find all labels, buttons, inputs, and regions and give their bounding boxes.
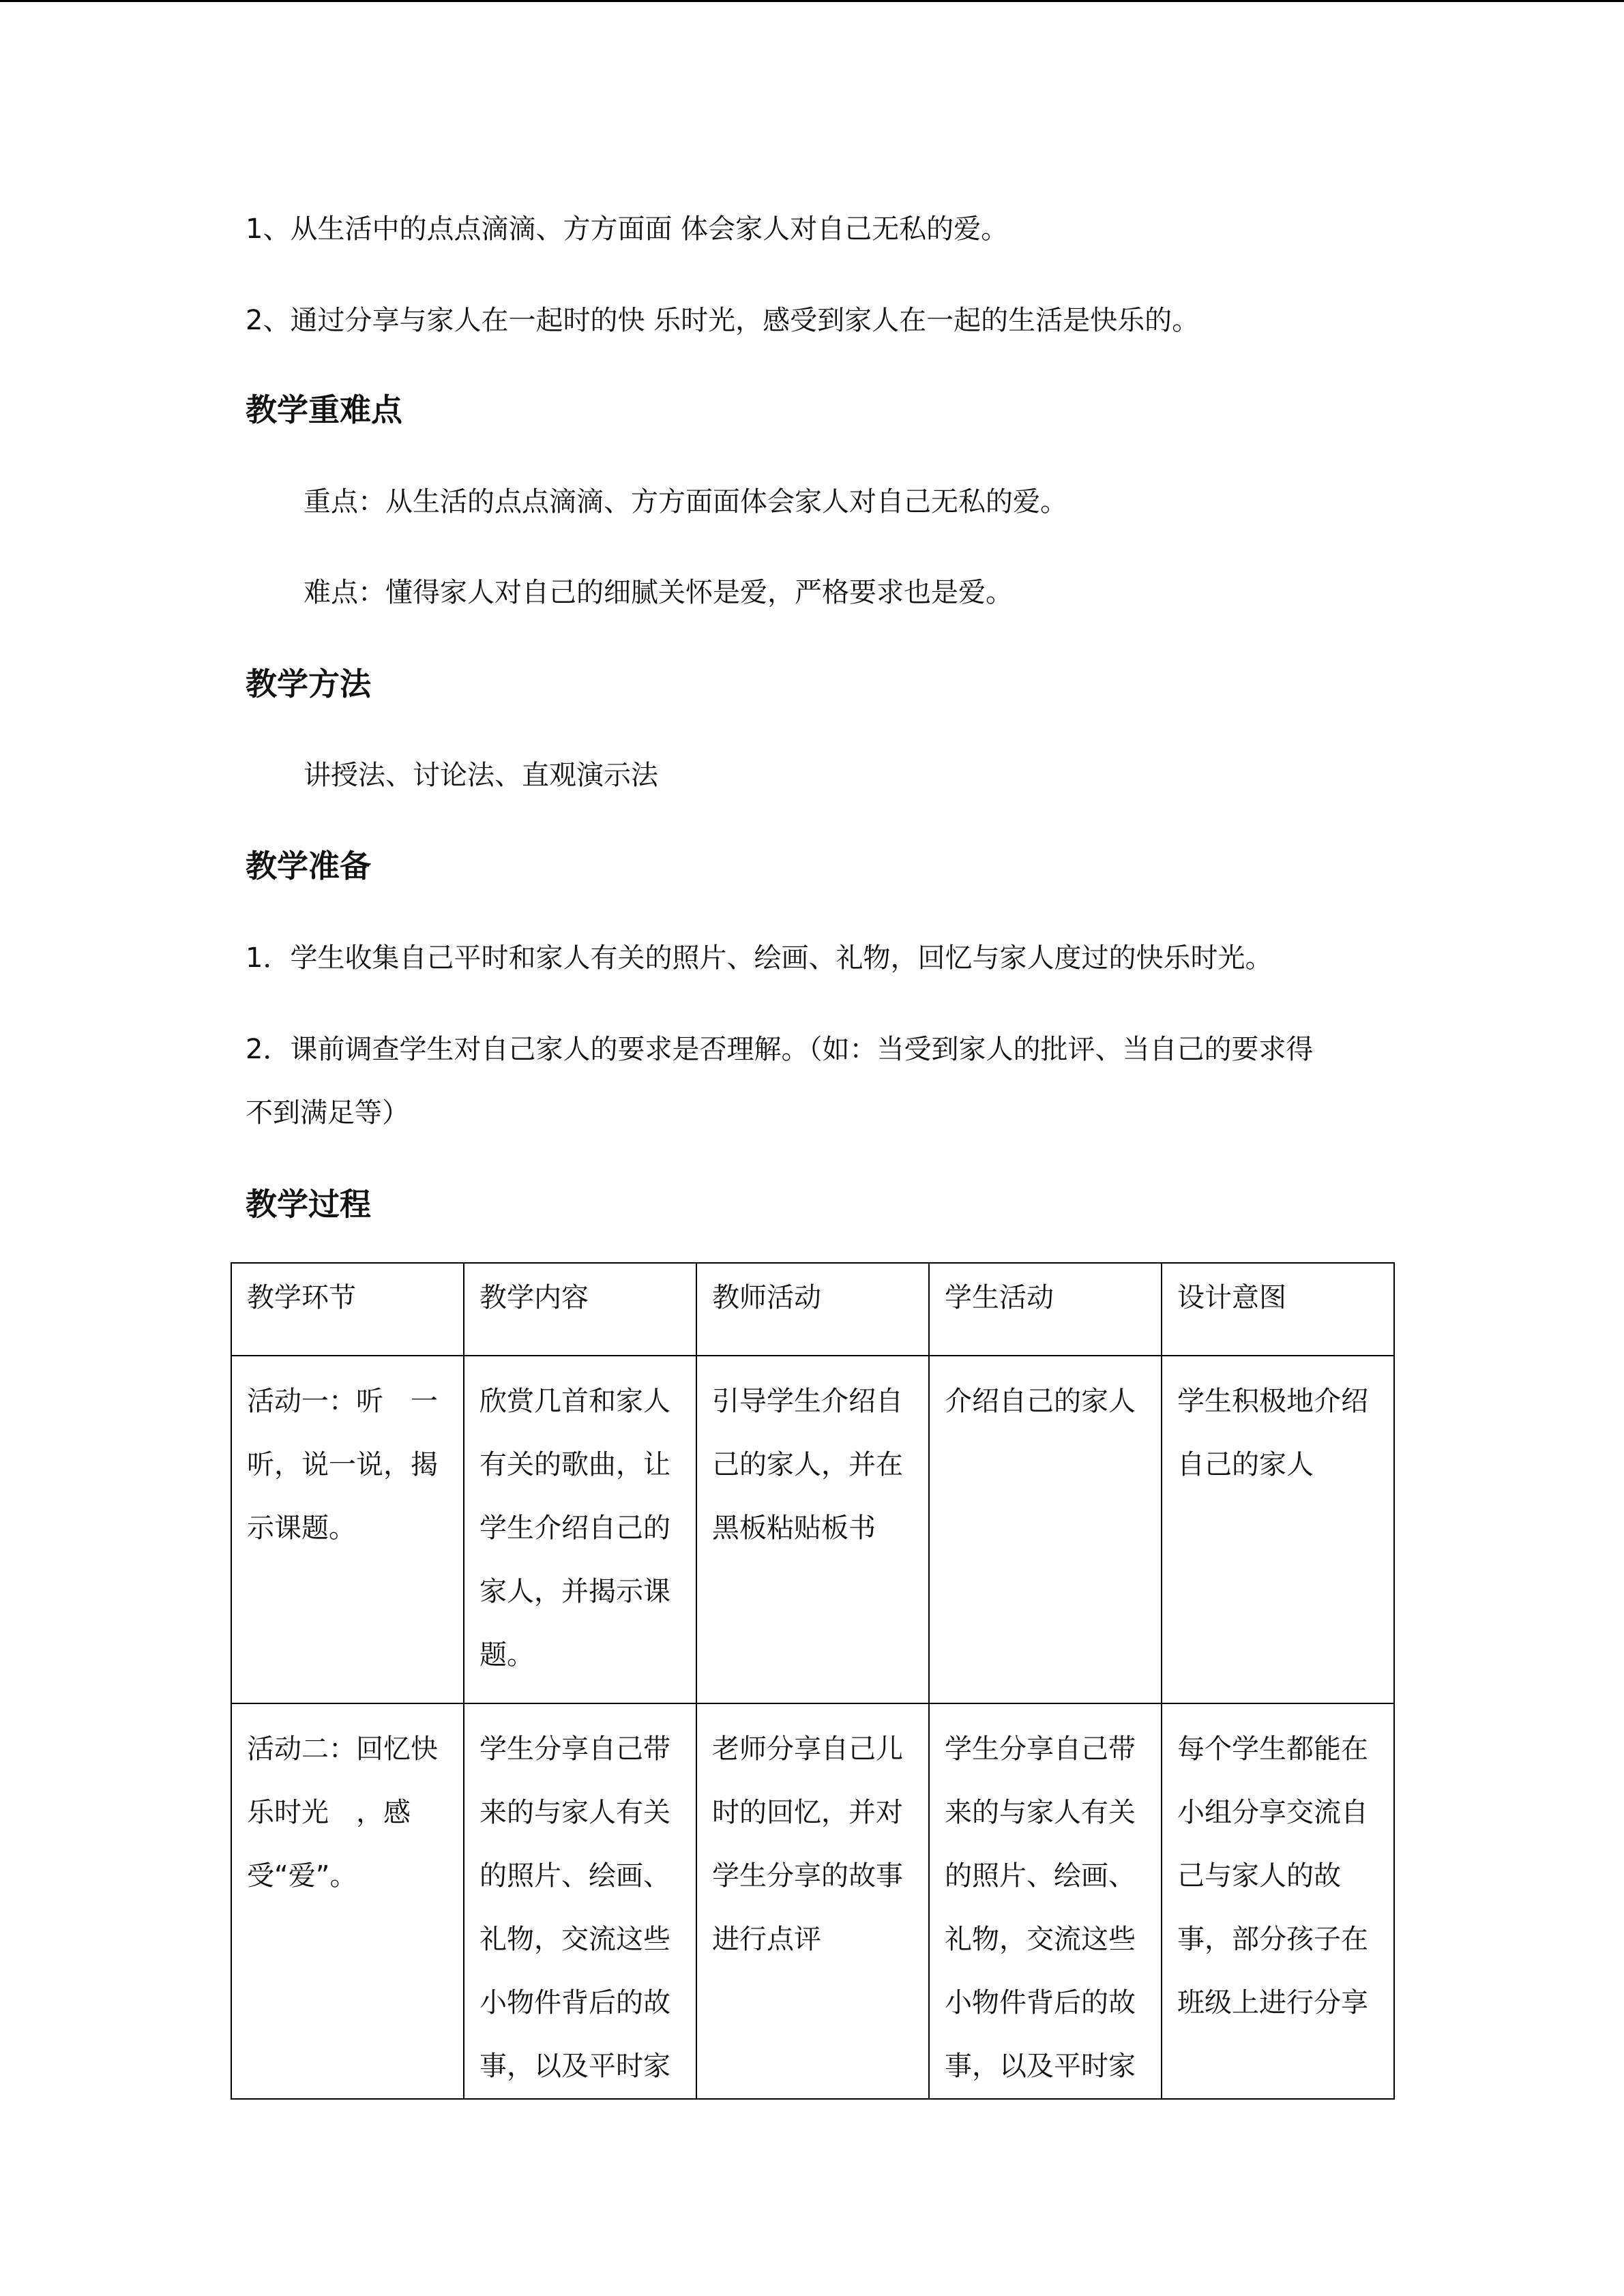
cell-teacher-activity: 老师分享自己儿时的回忆，并对学生分享的故事进行点评 (696, 1703, 929, 2099)
cell-student-activity: 介绍自己的家人 (929, 1356, 1162, 1703)
preparation-item-2-line-2: 不到满足等） (246, 1097, 409, 1129)
key-point-difficulty: 难点：懂得家人对自己的细腻关怀是爱，严格要求也是爱。 (304, 577, 1013, 608)
page-top-border (0, 0, 1624, 2)
cell-design-intent: 学生积极地介绍自己的家人 (1162, 1356, 1394, 1703)
header-stage: 教学环节 (231, 1263, 464, 1356)
key-point-focus: 重点：从生活的点点滴滴、方方面面体会家人对自己无私的爱。 (304, 486, 1067, 518)
cell-stage: 活动一：听 一听，说一说，揭示课题。 (231, 1356, 464, 1703)
header-student-activity: 学生活动 (929, 1263, 1162, 1356)
cell-content: 学生分享自己带来的与家人有关的照片、绘画、礼物，交流这些小物件背后的故事，以及平时家 (464, 1703, 696, 2099)
process-table (231, 1262, 1395, 2100)
header-teacher-activity: 教师活动 (696, 1263, 929, 1356)
preparation-heading: 教学准备 (246, 848, 371, 884)
objective-2: 2、通过分享与家人在一起时的快 乐时光，感受到家人在一起的生活是快乐的。 (246, 305, 1200, 336)
methods-text: 讲授法、讨论法、直观演示法 (304, 760, 658, 791)
objective-1: 1、从生活中的点点滴滴、方方面面 体会家人对自己无私的爱。 (246, 213, 1009, 245)
cell-content: 欣赏几首和家人有关的歌曲，让学生介绍自己的家人，并揭示课题。 (464, 1356, 696, 1703)
preparation-item-2-line-1: 2．课前调查学生对自己家人的要求是否理解。（如：当受到家人的批评、当自己的要求得 (246, 1034, 1314, 1065)
table-row (231, 1703, 1394, 2099)
cell-teacher-activity: 引导学生介绍自己的家人，并在黑板粘贴板书 (696, 1356, 929, 1703)
header-content: 教学内容 (464, 1263, 696, 1356)
key-points-heading: 教学重难点 (246, 391, 402, 428)
table-row (231, 1356, 1394, 1703)
table-header-row (231, 1263, 1394, 1356)
cell-student-activity: 学生分享自己带来的与家人有关的照片、绘画、礼物，交流这些小物件背后的故事，以及平时家 (929, 1703, 1162, 2099)
header-design-intent: 设计意图 (1162, 1263, 1394, 1356)
process-heading: 教学过程 (246, 1186, 371, 1223)
preparation-item-1: 1．学生收集自己平时和家人有关的照片、绘画、礼物，回忆与家人度过的快乐时光。 (246, 942, 1273, 974)
methods-heading: 教学方法 (246, 666, 371, 702)
cell-design-intent: 每个学生都能在小组分享交流自己与家人的故事，部分孩子在班级上进行分享 (1162, 1703, 1394, 2099)
cell-stage: 活动二：回忆快乐时光 ，感受“爱”。 (231, 1703, 464, 2099)
